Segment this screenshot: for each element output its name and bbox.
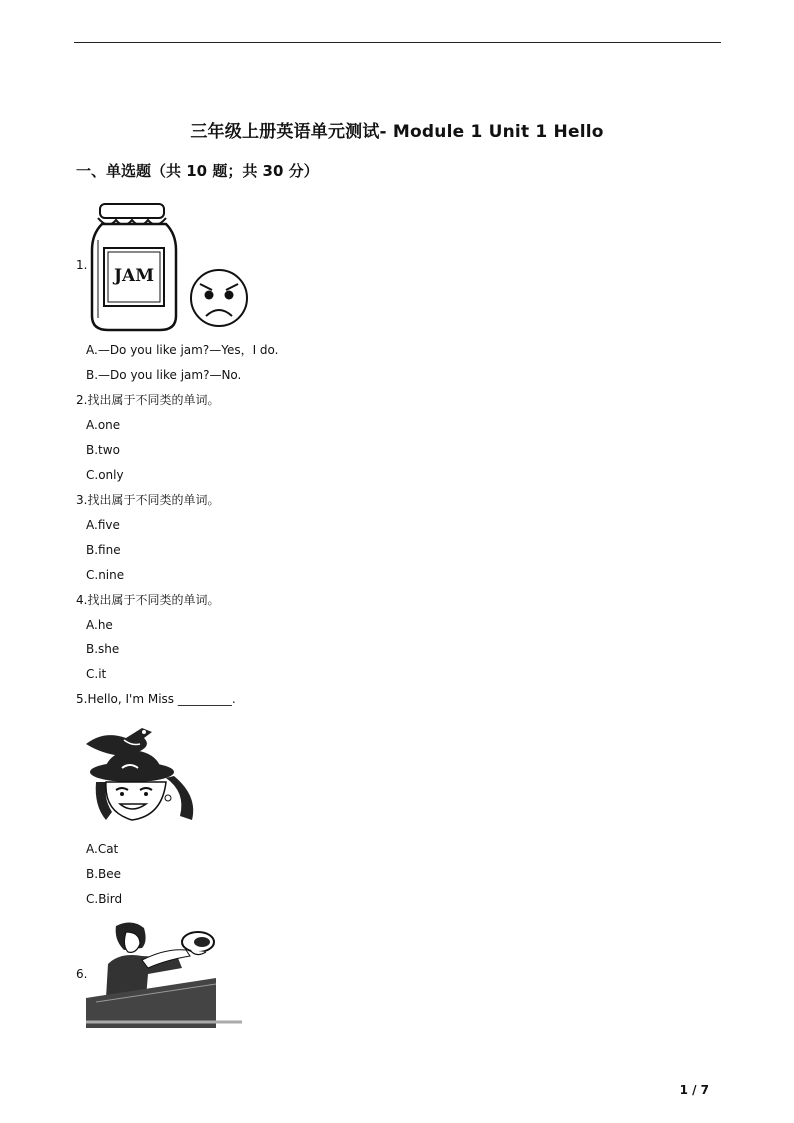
question-2-option-c[interactable]: C.only [86,468,124,482]
page-number: 1 / 7 [679,1083,709,1097]
question-5-option-a[interactable]: A.Cat [86,842,119,856]
question-4-option-a[interactable]: A.he [86,618,113,632]
question-1-number: 1. [76,258,88,272]
question-3-number: 3. [76,493,88,507]
question-3 [76,492,219,508]
question-4-option-b[interactable]: B.she [86,642,120,656]
jam-jar-sad-face-image [88,200,253,335]
question-5 [76,691,236,707]
question-3-prompt: 找出属于不同类的单词。 [87,493,220,507]
girl-with-bird-hat-image [82,716,202,824]
question-5-option-c[interactable]: C.Bird [86,892,123,906]
question-4 [76,592,219,608]
question-1-option-a[interactable]: A.—Do you like jam?—Yes，I do. [86,343,279,357]
question-1-option-b[interactable]: B.—Do you like jam?—No. [86,368,242,382]
question-2-option-b[interactable]: B.two [86,443,120,457]
question-2-prompt: 找出属于不同类的单词。 [87,393,220,407]
question-5-option-b[interactable]: B.Bee [86,867,122,881]
question-3-option-c[interactable]: C.nine [86,568,125,582]
question-2 [76,392,219,408]
question-5-prompt: Hello, I'm Miss _________. [87,692,236,706]
question-2-option-a[interactable]: A.one [86,418,121,432]
header-rule [74,42,721,43]
question-3-option-b[interactable]: B.fine [86,543,121,557]
woman-holding-plate-image [86,918,242,1028]
page-title: 三年级上册英语单元测试- Module 1 Unit 1 Hello [190,122,604,142]
question-4-prompt: 找出属于不同类的单词。 [87,593,220,607]
section-heading: 一、单选题（共 10 题；共 30 分） [76,162,319,180]
question-2-number: 2. [76,393,88,407]
question-6-number: 6. [76,967,88,981]
jam-label: JAM [113,266,155,286]
question-4-option-c[interactable]: C.it [86,667,107,681]
question-5-number: 5. [76,692,88,706]
question-3-option-a[interactable]: A.five [86,518,120,532]
question-4-number: 4. [76,593,88,607]
